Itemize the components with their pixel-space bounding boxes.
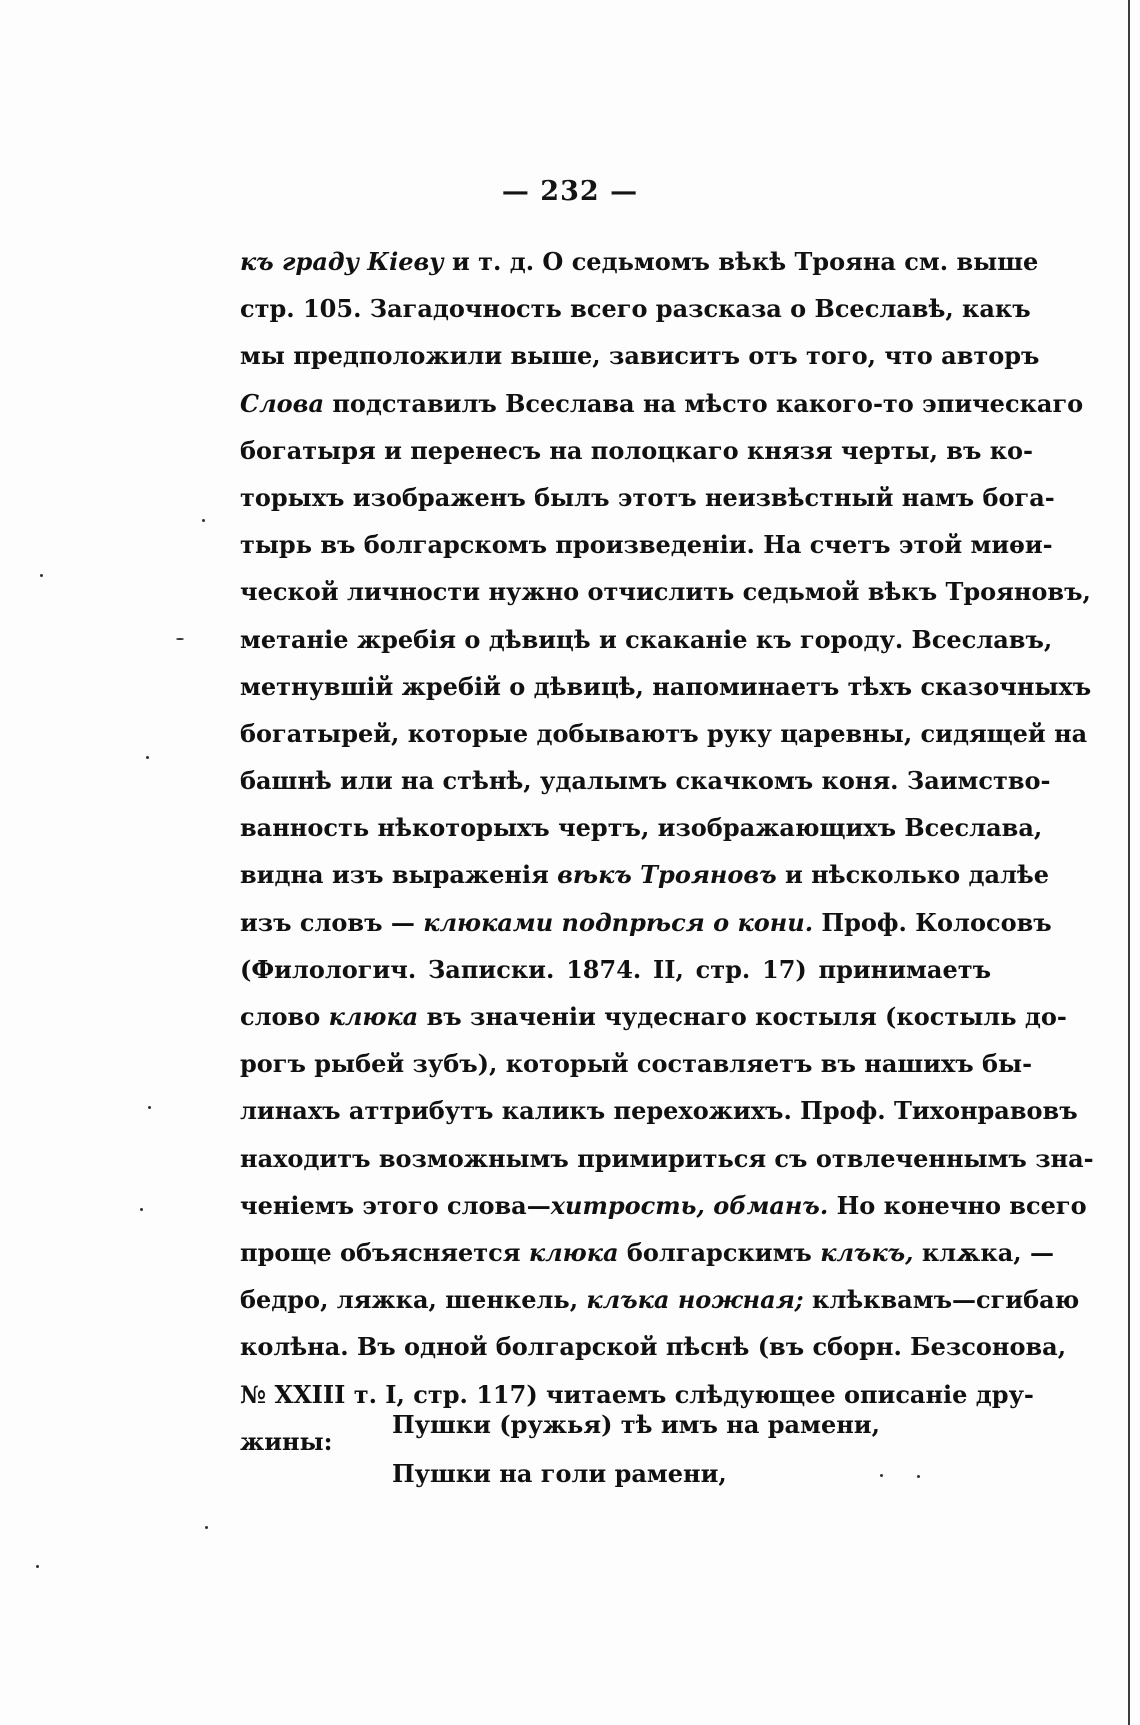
text-run: стр. 105. Загадочность всего разсказа о Всеславѣ, какъ [240, 294, 1031, 324]
text-line [240, 568, 1091, 615]
italic-phrase: Слова [240, 388, 324, 418]
text-line [240, 804, 1043, 851]
text-line [240, 332, 1040, 379]
text-line [240, 1087, 1078, 1134]
text-run: тырь въ болгарскомъ произведеніи. На счетъ этой миѳи- [240, 530, 1053, 560]
italic-phrase: къ граду Кіеву [240, 247, 444, 276]
text-line [240, 710, 1088, 757]
text-run: метнувшій жребій о дѣвицѣ, напоминаетъ тѣхъ сказочныхъ [240, 671, 1092, 701]
text-run: и т. д. О седьмомъ вѣкѣ Трояна см. выше [443, 247, 1039, 276]
italic-phrase: хитрость, обманъ. [550, 1190, 829, 1220]
italic-phrase: клъка ножная; [586, 1285, 804, 1315]
text-line [240, 946, 991, 993]
text-run: башнѣ или на стѣнѣ, удалымъ скачкомъ коня. Заимство- [240, 766, 1051, 796]
text-run: ванность нѣкоторыхъ чертъ, изображающихъ Всеслава, [240, 813, 1043, 843]
text-line [240, 1276, 1080, 1323]
text-line [240, 1182, 1087, 1229]
text-run: Проф. Колосовъ [813, 907, 1052, 937]
text-run: Но конечно всего [828, 1190, 1087, 1220]
italic-phrase: клюками подпрѣся о кони. [423, 907, 814, 937]
text-line [240, 474, 1055, 521]
verse-line: Пушки на голи рамени, [392, 1459, 727, 1488]
text-line [240, 238, 1039, 285]
text-run: находитъ возможнымъ примириться съ отвлеченнымъ зна- [240, 1143, 1094, 1173]
text-line [240, 380, 1084, 427]
text-line [240, 993, 1067, 1040]
verse-quote [392, 1400, 880, 1498]
text-run: богатырей, которые добываютъ руку царевны, сидящей на [240, 718, 1088, 748]
text-line [240, 285, 1031, 332]
scan-speck [880, 1474, 883, 1477]
text-line [240, 757, 1051, 804]
scan-speck [140, 1208, 143, 1211]
scan-speck [176, 638, 184, 640]
text-line [240, 427, 1034, 474]
text-line [240, 851, 1050, 898]
scan-speck [917, 1475, 920, 1478]
text-line [240, 521, 1053, 568]
text-run: бедро, ляжка, шенкель, [240, 1285, 587, 1315]
text-run: проще объясняется [240, 1237, 529, 1267]
text-run: торыхъ изображенъ былъ этотъ неизвѣстный намъ бога- [240, 482, 1055, 512]
page-number: — 232 — [501, 176, 639, 207]
text-run: болгарскимъ [618, 1237, 821, 1267]
scan-speck [36, 1565, 39, 1568]
text-run: (Филологич. Записки. 1874. II, стр. 17) принимаетъ [240, 954, 991, 984]
scan-edge-line [1128, 0, 1130, 1725]
text-run: клѣквамъ—сгибаю [803, 1285, 1080, 1315]
scan-speck [148, 1106, 151, 1109]
text-line [240, 1229, 1054, 1276]
text-run: и нѣсколько далѣе [776, 860, 1050, 890]
scan-speck [205, 1526, 208, 1529]
italic-phrase: клюка [328, 1002, 419, 1031]
italic-phrase: клъкъ, [820, 1237, 914, 1267]
text-run: № XXIII т. I, стр. 117) читаемъ слѣдующее описаніе дру- [240, 1379, 1034, 1409]
text-line [240, 1040, 1033, 1087]
text-run: богатыря и перенесъ на полоцкаго князя черты, въ ко- [240, 435, 1034, 465]
text-run: подставилъ Всеслава на мѣсто какого-то эпическаго [324, 388, 1084, 418]
italic-phrase: клюка [528, 1237, 619, 1267]
body-text [240, 238, 1094, 1465]
text-run: линахъ аттрибутъ каликъ перехожихъ. Проф. Тихонравовъ [240, 1096, 1078, 1126]
scan-speck [202, 519, 205, 522]
italic-phrase: вѣкъ Трояновъ [557, 860, 777, 890]
text-run: изъ словъ — [240, 907, 424, 937]
text-line [240, 616, 1053, 663]
text-run: въ значеніи чудеснаго костыля (костыль до- [418, 1002, 1067, 1031]
text-line [240, 1135, 1094, 1182]
text-run: мы предположили выше, зависитъ отъ того, что авторъ [240, 341, 1040, 371]
text-line [240, 663, 1092, 710]
text-line [240, 899, 1052, 946]
text-run: колѣна. Въ одной болгарской пѣснѣ (въ сборн. Безсонова, [240, 1332, 1067, 1362]
text-run: слово [240, 1002, 329, 1031]
scan-speck [40, 574, 43, 577]
scan-speck [146, 756, 149, 759]
text-run: ческой личности нужно отчислить седьмой вѣкъ Трояновъ, [240, 577, 1091, 607]
text-line [240, 1323, 1067, 1370]
text-run: рогъ рыбей зубъ), который составляетъ въ нашихъ бы- [240, 1049, 1033, 1079]
verse-line: Пушки (ружья) тѣ имъ на рамени, [392, 1410, 880, 1439]
text-run: ченіемъ этого слова— [240, 1190, 551, 1220]
text-run: клѫка, — [913, 1237, 1054, 1267]
text-run: метаніе жребія о дѣвицѣ и скаканіе къ городу. Всеславъ, [240, 624, 1053, 654]
text-run: видна изъ выраженія [240, 860, 558, 890]
text-run: жины: [240, 1426, 333, 1456]
